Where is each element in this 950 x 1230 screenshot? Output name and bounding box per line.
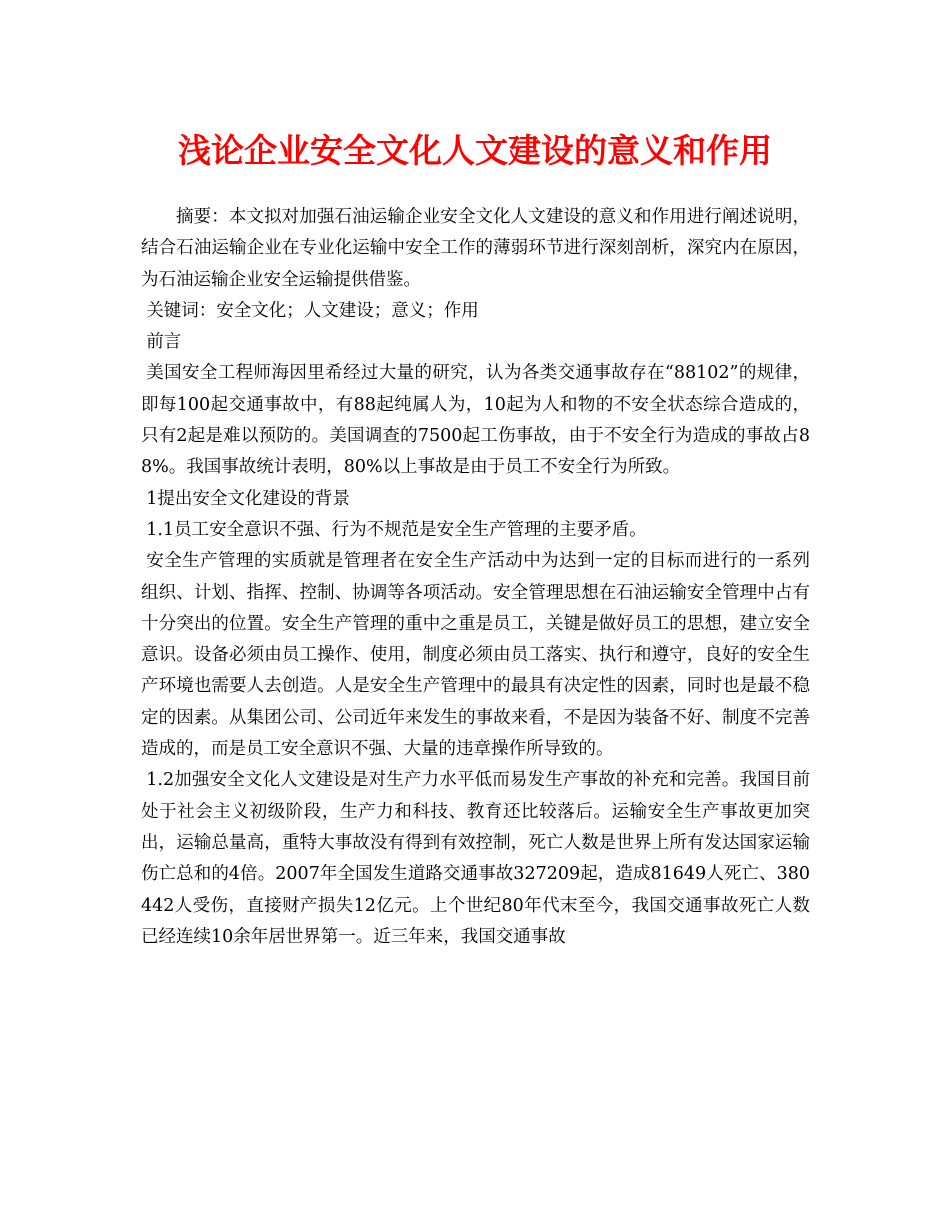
section-1-1-paragraph: 安全生产管理的实质就是管理者在安全生产活动中为达到一定的目标而进行的一系列组织、计划、指挥、控制、协调等各项活动。安全管理思想在石油运输安全管理中占有十分突出的位置。安全生产管理的重中之重是员工，关键是做好员工的思想，建立安全意识。设备必须由员工操作、使用，制度必须由员工落实、执行和遵守，良好的安全生产环境也需要人去创造。人是安全生产管理中的最具有决定性的因素，同时也是最不稳定的因素。从集团公司、公司近年来发生的事故来看，不是因为装备不好、制度不完善造成的，而是员工安全意识不强、大量的违章操作所导致的。 [141,551,810,760]
preface-heading: 前言 [146,332,182,353]
preface-paragraph: 美国安全工程师海因里希经过大量的研究，认为各类交通事故存在“88102”的规律，即每100起交通事故中，有88起纯属人为，10起为人和物的不安全状态综合造成的，只有2起是难以预防的。美国调查的7500起工伤事故，由于不安全行为造成的事故占88%。我国事故统计表明，80%以上事故是由于员工不安全行为所致。 [141,363,810,478]
keywords-line: 关键词：安全文化；人文建设；意义；作用 [146,300,479,321]
abstract-paragraph: 摘要：本文拟对加强石油运输企业安全文化人文建设的意义和作用进行阐述说明，结合石油运输企业在专业化运输中安全工作的薄弱环节进行深刻剖析，深究内在原因，为石油运输企业安全运输提供借鉴。 [141,207,810,290]
document-title: 浅论企业安全文化人文建设的意义和作用 [178,131,772,170]
section-1-2-paragraph: 1.2加强安全文化人文建设是对生产力水平低而易发生产事故的补充和完善。我国目前处于社会主义初级阶段，生产力和科技、教育还比较落后。运输安全生产事故更加突出，运输总量高，重特大事故没有得到有效控制，死亡人数是世界上所有发达国家运输伤亡总和的4倍。2007年全国发生道路交通事故327209起，造成81649人死亡、380442人受伤，直接财产损失12亿元。上个世纪80年代末至今，我国交通事故死亡人数已经连续10余年居世界第一。近三年来，我国交通事故 [141,770,810,947]
document-body [141,202,810,953]
section-1-1-heading: 1.1员工安全意识不强、行为不规范是安全生产管理的主要矛盾。 [146,519,647,540]
section-1-heading: 1提出安全文化建设的背景 [146,488,350,509]
